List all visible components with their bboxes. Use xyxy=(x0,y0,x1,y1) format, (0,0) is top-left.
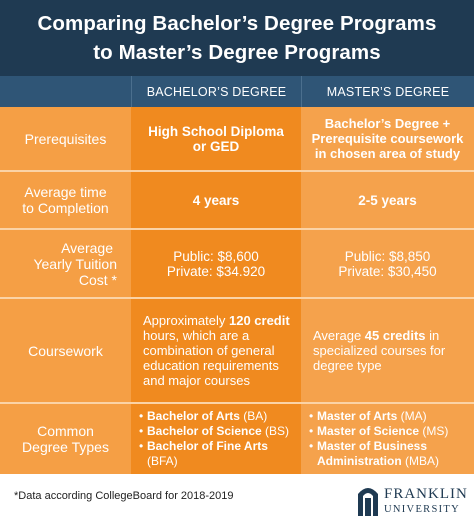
footer xyxy=(0,478,474,520)
row-time xyxy=(0,172,474,228)
row-label-time: Average time to Completion xyxy=(0,172,131,228)
coursework-masters: Average 45 credits in specialized courses for degree type xyxy=(301,299,474,402)
row-label-degree-types: Common Degree Types xyxy=(0,404,131,474)
page-title xyxy=(0,0,474,76)
logo-text-university: UNIVERSITY xyxy=(384,504,460,515)
row-label-prerequisites: Prerequisites xyxy=(0,107,131,170)
logo-text-franklin: FRANKLIN xyxy=(384,486,468,502)
coursework-bachelors: Approximately 120 credit hours, which are a combination of general education requirements and major courses xyxy=(131,299,301,402)
tuition-masters: Public: $8,850 Private: $30,450 xyxy=(301,230,474,297)
row-label-tuition: Average Yearly Tuition Cost * xyxy=(0,230,131,297)
time-bachelors: 4 years xyxy=(131,172,301,228)
prerequisites-bachelors: High School Diploma or GED xyxy=(131,107,301,170)
column-header-masters: MASTER’S DEGREE xyxy=(301,76,474,107)
prerequisites-masters: Bachelor’s Degree + Prerequisite coursework in chosen area of study xyxy=(301,107,474,170)
list-item: • Master of Arts (MA) xyxy=(309,409,468,424)
row-tuition xyxy=(0,230,474,297)
list-item: • Bachelor of Fine Arts (BFA) xyxy=(139,439,301,469)
franklin-university-logo xyxy=(356,482,468,518)
arch-logo-icon xyxy=(356,482,380,516)
list-item: • Bachelor of Arts (BA) xyxy=(139,409,301,424)
list-item: • Master of Business Administration (MBA) xyxy=(309,439,468,469)
degree-types-bachelors xyxy=(131,404,301,474)
title-line-2: to Master’s Degree Programs xyxy=(93,41,381,64)
title-line-1: Comparing Bachelor’s Degree Programs xyxy=(37,12,437,35)
list-item: • Bachelor of Science (BS) xyxy=(139,424,301,439)
tuition-bachelors: Public: $8,600 Private: $34.920 xyxy=(131,230,301,297)
row-coursework xyxy=(0,299,474,402)
column-header-blank xyxy=(0,76,131,107)
row-degree-types xyxy=(0,404,474,474)
degree-types-masters xyxy=(301,404,474,474)
list-item: • Master of Science (MS) xyxy=(309,424,468,439)
time-masters: 2-5 years xyxy=(301,172,474,228)
footnote: *Data according CollegeBoard for 2018-2019 xyxy=(14,490,234,502)
row-prerequisites xyxy=(0,107,474,170)
row-label-coursework: Coursework xyxy=(0,299,131,402)
column-header-bachelors: BACHELOR’S DEGREE xyxy=(131,76,301,107)
